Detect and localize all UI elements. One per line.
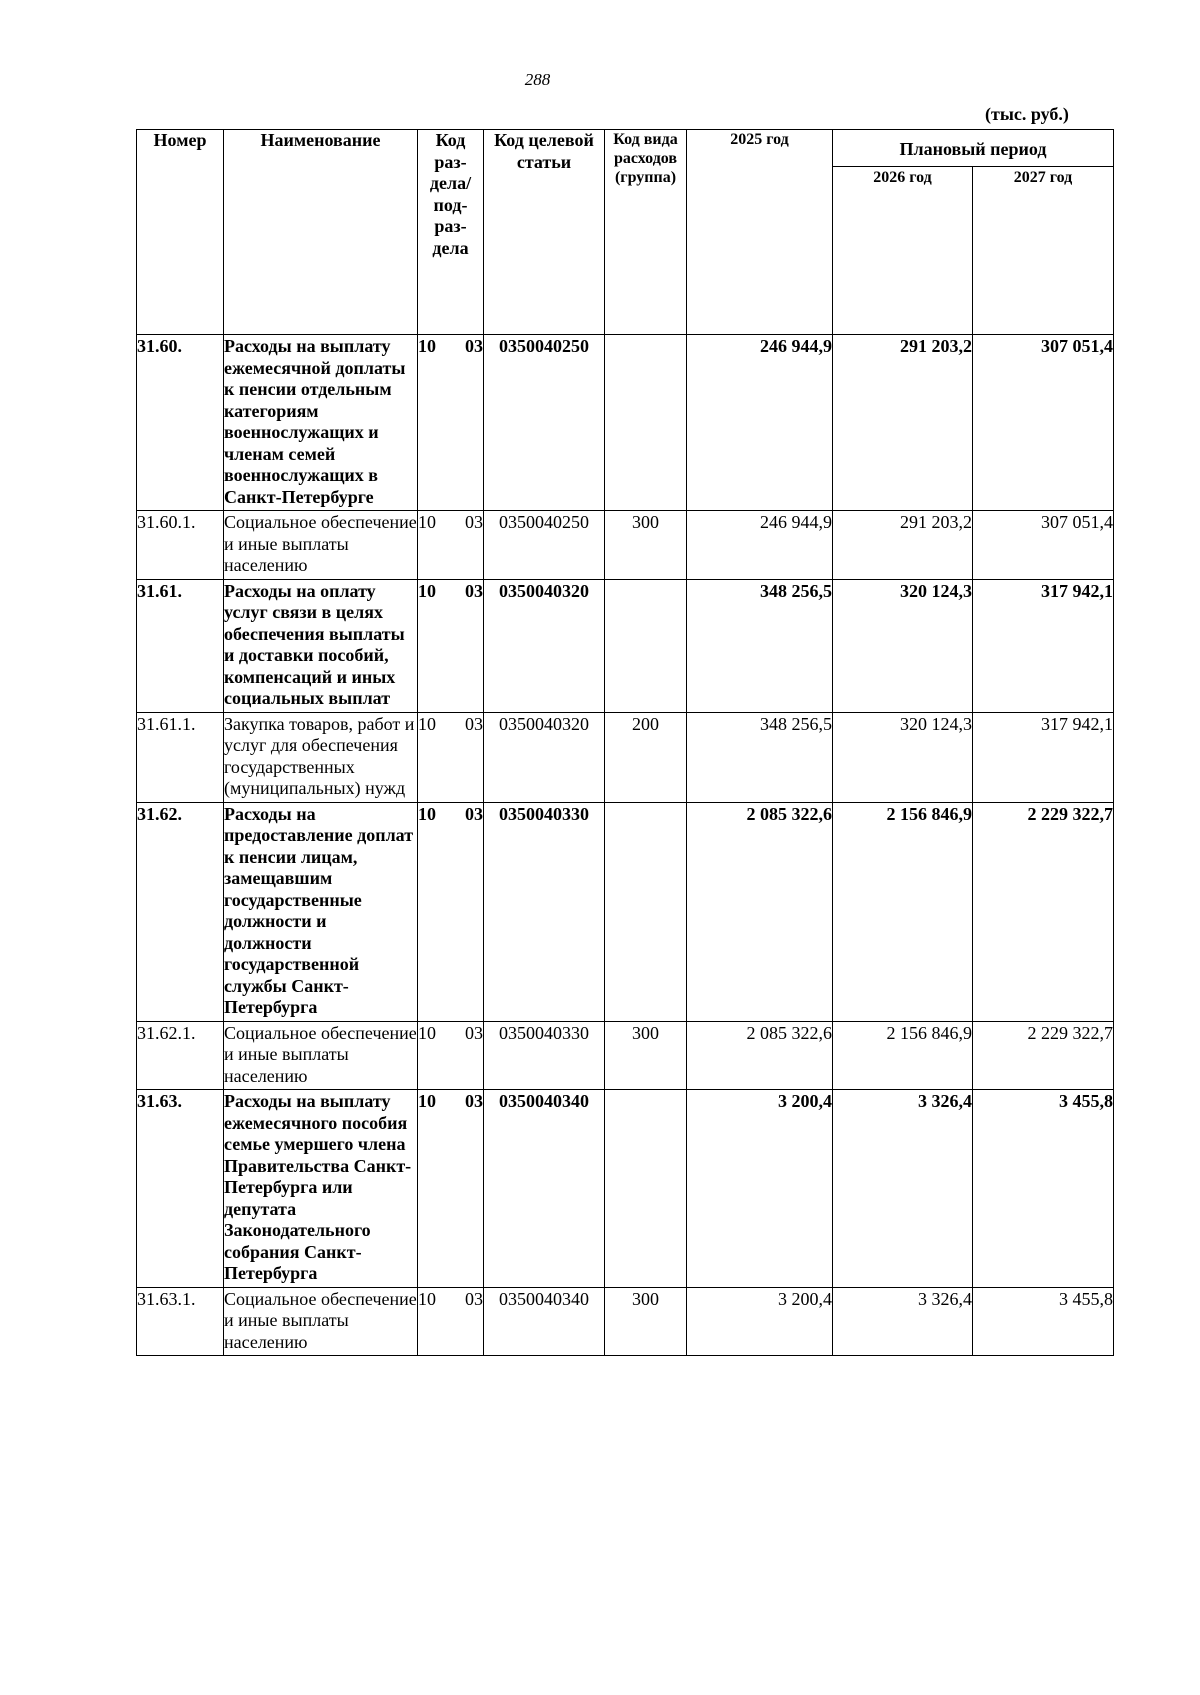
row-section: 10 (418, 713, 436, 734)
row-section: 10 (418, 336, 436, 356)
table-row (137, 335, 1114, 511)
row-kind-code (605, 1090, 687, 1288)
row-name: Закупка товаров, работ и услуг для обеспечения государственных (муниципальных) нужд (224, 712, 418, 802)
row-kind-code (605, 579, 687, 712)
row-name: Расходы на выплату ежемесячного пособия семье умершего члена Правительства Санкт-Петербурга или депутата Законодательного собрания Санкт-Петербурга (224, 1090, 418, 1288)
row-amount-2026: 320 124,3 (833, 579, 973, 712)
row-amount-2025: 348 256,5 (687, 579, 833, 712)
row-target-code: 0350040320 (484, 712, 605, 802)
row-amount-2025: 246 944,9 (687, 335, 833, 511)
row-amount-2027: 2 229 322,7 (973, 1021, 1114, 1090)
row-amount-2027: 307 051,4 (973, 335, 1114, 511)
row-amount-2027: 3 455,8 (973, 1287, 1114, 1356)
row-section: 10 (418, 580, 436, 601)
row-target-code: 0350040340 (484, 1287, 605, 1356)
row-name: Расходы на предоставление доплат к пенсии лицам, замещавшим государственные должности и должности государственной службы Санкт-Петербурга (224, 802, 418, 1021)
table-row (137, 579, 1114, 712)
units-label: (тыс. руб.) (985, 104, 1069, 124)
table-row (137, 1090, 1114, 1288)
row-kind-code: 200 (605, 712, 687, 802)
row-section-code (418, 511, 484, 580)
row-amount-2026: 3 326,4 (833, 1090, 973, 1288)
row-section: 10 (418, 512, 436, 532)
row-amount-2026: 291 203,2 (833, 511, 973, 580)
header-target: Код целевой статьи (484, 130, 605, 335)
row-number: 31.63. (137, 1090, 224, 1288)
row-amount-2027: 307 051,4 (973, 511, 1114, 580)
header-name: Наименование (224, 130, 418, 335)
row-section-code (418, 579, 484, 712)
row-kind-code: 300 (605, 511, 687, 580)
row-subsection: 03 (465, 336, 483, 356)
header-kind: Код вида расходов (группа) (605, 130, 687, 335)
row-amount-2026: 2 156 846,9 (833, 802, 973, 1021)
row-subsection: 03 (465, 512, 483, 532)
row-amount-2027: 317 942,1 (973, 712, 1114, 802)
row-target-code: 0350040330 (484, 1021, 605, 1090)
row-kind-code (605, 335, 687, 511)
header-2025: 2025 год (687, 130, 833, 335)
row-amount-2026: 3 326,4 (833, 1287, 973, 1356)
row-amount-2027: 317 942,1 (973, 579, 1114, 712)
row-name: Социальное обеспечение и иные выплаты населению (224, 1021, 418, 1090)
row-number: 31.60.1. (137, 511, 224, 580)
row-subsection: 03 (465, 1288, 483, 1309)
row-subsection: 03 (465, 803, 483, 824)
header-row (137, 130, 1114, 167)
row-subsection: 03 (465, 1091, 483, 1111)
budget-table (136, 129, 1114, 1356)
row-section: 10 (418, 1022, 436, 1043)
row-amount-2026: 291 203,2 (833, 335, 973, 511)
row-name: Социальное обеспечение и иные выплаты населению (224, 511, 418, 580)
row-amount-2026: 320 124,3 (833, 712, 973, 802)
row-target-code: 0350040340 (484, 1090, 605, 1288)
page-number: 288 (524, 70, 551, 89)
table-row (137, 1287, 1114, 1356)
header-planned-period: Плановый период (833, 130, 1114, 167)
row-subsection: 03 (465, 580, 483, 601)
row-amount-2025: 3 200,4 (687, 1090, 833, 1288)
row-number: 31.63.1. (137, 1287, 224, 1356)
row-target-code: 0350040250 (484, 511, 605, 580)
header-section: Код раз-дела/ под-раз-дела (418, 130, 484, 335)
row-target-code: 0350040320 (484, 579, 605, 712)
row-amount-2025: 246 944,9 (687, 511, 833, 580)
row-number: 31.61.1. (137, 712, 224, 802)
row-section: 10 (418, 1091, 436, 1111)
row-section-code (418, 712, 484, 802)
row-section-code (418, 1287, 484, 1356)
row-target-code: 0350040250 (484, 335, 605, 511)
row-target-code: 0350040330 (484, 802, 605, 1021)
row-kind-code (605, 802, 687, 1021)
row-number: 31.62. (137, 802, 224, 1021)
row-section: 10 (418, 803, 436, 824)
table-body (137, 335, 1114, 1356)
table-row (137, 712, 1114, 802)
row-amount-2025: 348 256,5 (687, 712, 833, 802)
header-number: Номер (137, 130, 224, 335)
row-amount-2027: 2 229 322,7 (973, 802, 1114, 1021)
row-amount-2025: 2 085 322,6 (687, 802, 833, 1021)
row-section-code (418, 335, 484, 511)
row-section: 10 (418, 1288, 436, 1309)
header-2026: 2026 год (833, 167, 973, 335)
row-amount-2026: 2 156 846,9 (833, 1021, 973, 1090)
row-section-code (418, 1090, 484, 1288)
row-name: Расходы на выплату ежемесячной доплаты к пенсии отдельным категориям военнослужащих и членам семей военнослужащих в Санкт-Петербурге (224, 335, 418, 511)
row-subsection: 03 (465, 1022, 483, 1043)
row-amount-2025: 2 085 322,6 (687, 1021, 833, 1090)
table-row (137, 802, 1114, 1021)
row-amount-2025: 3 200,4 (687, 1287, 833, 1356)
row-subsection: 03 (465, 713, 483, 734)
row-number: 31.60. (137, 335, 224, 511)
header-2027: 2027 год (973, 167, 1114, 335)
row-number: 31.61. (137, 579, 224, 712)
row-name: Социальное обеспечение и иные выплаты населению (224, 1287, 418, 1356)
row-name: Расходы на оплату услуг связи в целях обеспечения выплаты и доставки пособий, компенсаций и иных социальных выплат (224, 579, 418, 712)
row-kind-code: 300 (605, 1287, 687, 1356)
row-kind-code: 300 (605, 1021, 687, 1090)
row-section-code (418, 802, 484, 1021)
row-number: 31.62.1. (137, 1021, 224, 1090)
table-row (137, 1021, 1114, 1090)
table-row (137, 511, 1114, 580)
row-amount-2027: 3 455,8 (973, 1090, 1114, 1288)
row-section-code (418, 1021, 484, 1090)
